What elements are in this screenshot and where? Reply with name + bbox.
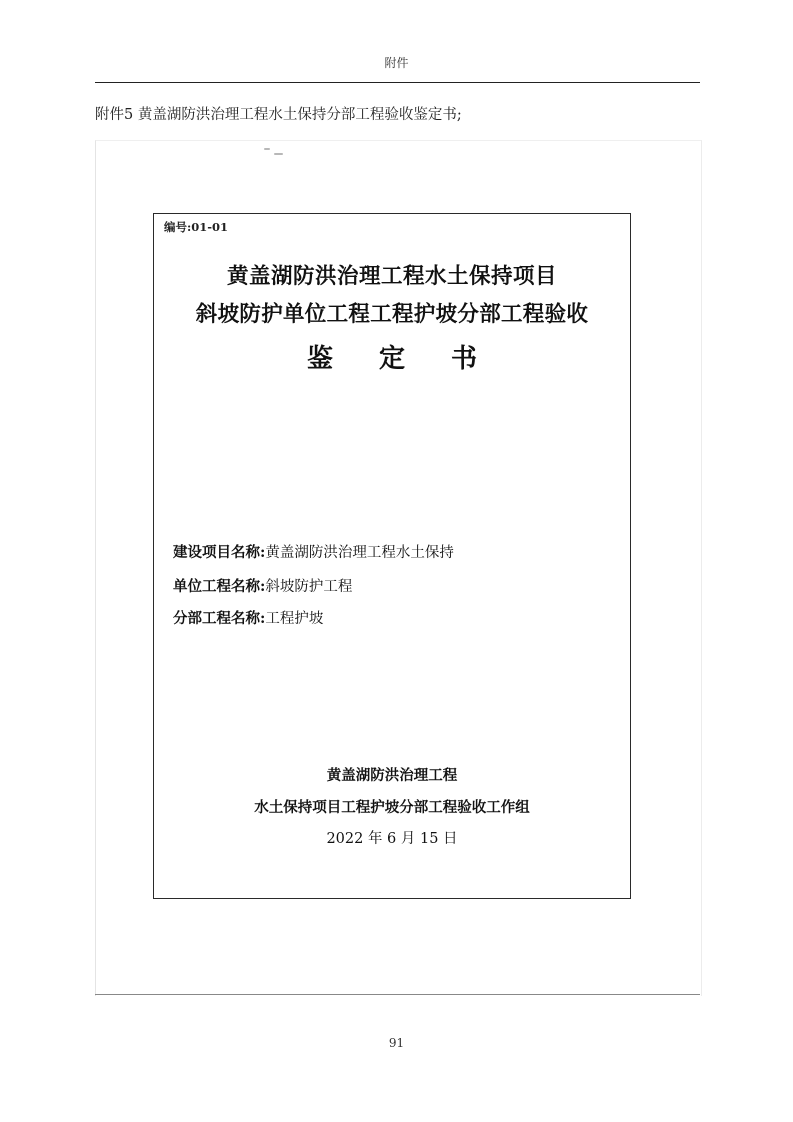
attachment-caption: 附件5 黄盖湖防洪治理工程水土保持分部工程验收鉴定书; <box>95 107 462 123</box>
field-construction-project <box>173 541 454 562</box>
footer-rule <box>95 994 700 995</box>
field-value: 斜坡防护工程 <box>265 579 353 595</box>
scan-speck <box>264 148 270 150</box>
running-header: 附件 <box>384 56 409 70</box>
field-label: 单位工程名称: <box>173 578 266 595</box>
field-unit-project <box>173 575 352 596</box>
issue-date: 2022 年 6 月 15 日 <box>326 831 458 847</box>
field-value: 黄盖湖防洪治理工程水土保持 <box>265 545 454 561</box>
field-label: 建设项目名称: <box>173 544 266 561</box>
field-value: 工程护坡 <box>265 611 324 627</box>
document-number: 编号:01-01 <box>164 220 229 234</box>
page-number: 91 <box>388 1036 405 1050</box>
certificate-title-line3: 鉴定书 <box>306 344 523 374</box>
scan-speck <box>274 153 283 155</box>
issuer-line2: 水土保持项目工程护坡分部工程验收工作组 <box>254 799 530 816</box>
certificate-title-line1: 黄盖湖防洪治理工程水土保持项目 <box>226 264 557 289</box>
header-rule <box>95 82 700 83</box>
field-label: 分部工程名称: <box>173 610 266 627</box>
certificate-title-line2: 斜坡防护单位工程工程护坡分部工程验收 <box>195 302 589 327</box>
field-divisional-project <box>173 607 323 628</box>
issuer-line1: 黄盖湖防洪治理工程 <box>326 767 458 784</box>
